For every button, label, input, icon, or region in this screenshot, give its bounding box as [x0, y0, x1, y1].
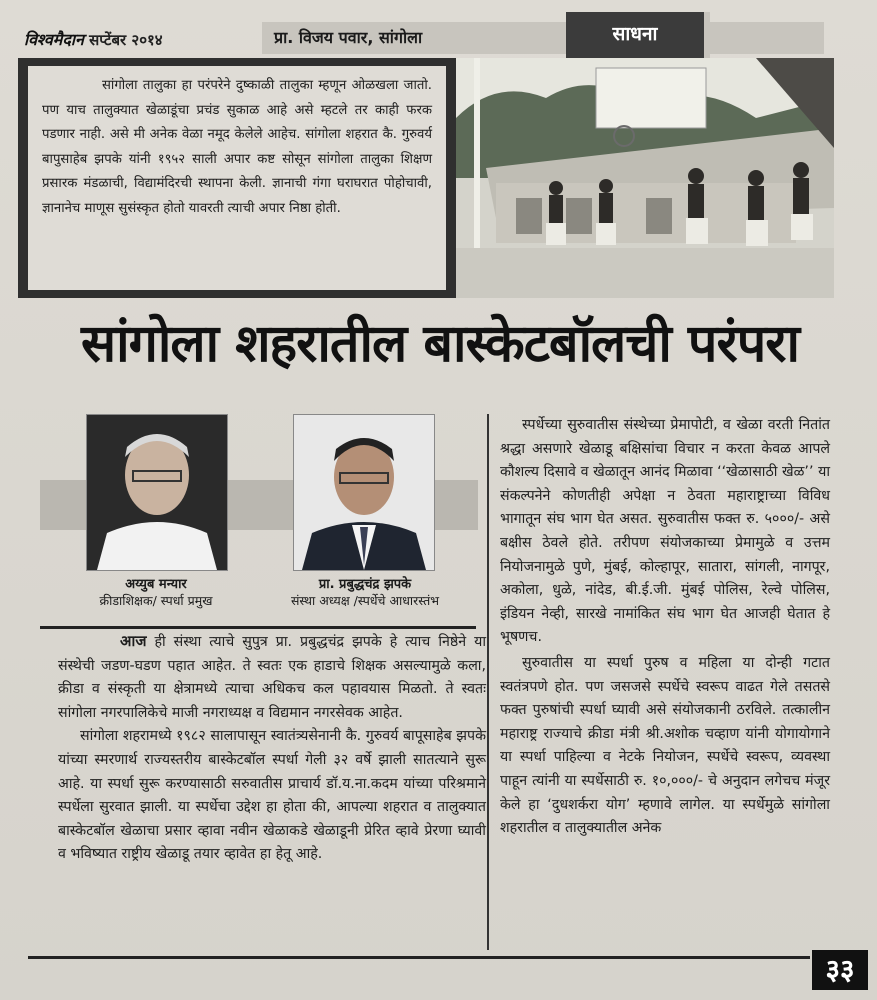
header-bar — [710, 22, 824, 54]
left-paragraph-2: सांगोला शहरामध्ये १९८२ सालापासून स्वातंत्र्यसेनानी कै. गुरुवर्य बापूसाहेब झपके यांच्या स्मरणार्थ राज्यस्तरीय बास्केटबॉल स्पर्धा गेली ३२ वर्षे झाली सातत्याने सुरू आहे. या स्पर्धा सुरू करण्यासाठी सरुवातीस प्राचार्य डॉ.य.ना.कदम यांच्या परिश्रमाने स्पर्धेला सुरवात झाली. या स्पर्धेचा उद्देश हा होता की, आपल्या शहरात व तालुक्यात बास्केटबॉल खेळाचा प्रसार व्हावा नवीन खेळाकडे खेळाडूनी प्रेरित व्हावे प्रेरणा घ्यावी व भविष्यात राष्ट्रीय खेळाडू तयार व्हावेत हा हेतू आहे. — [58, 728, 486, 863]
footer-rule — [28, 956, 810, 959]
intro-text: सांगोला तालुका हा परंपरेने दुष्काळी तालुका म्हणून ओळखला जातो. पण याच तालुक्यात खेळाडूंचा प्रचंड सुकाळ आहे असे म्हटले तर काही फरक पडणार नाही. असे मी अनेक वेळा नमूद केलेले आहेच. सांगोला शहरात कै. गुरुवर्य बापुसाहेब झपके यांनी १९५२ साली अपार कष्ट सोसून सांगोला तालुका शिक्षण प्रसारक मंडळाची, विद्यामंदिरची स्थापना केली. ज्ञानाची गंगा घराघरात पोहोचावी, ज्ञानानेच माणूस सुसंस्कृत होतो यावरती त्याची अपार निष्ठा होती. — [28, 66, 446, 290]
basketball-photo-image — [456, 58, 834, 298]
section-label: साधना — [566, 12, 710, 58]
right-column — [500, 414, 830, 843]
person-2-role: संस्था अध्यक्ष /स्पर्धेचे आधारस्तंभ — [290, 593, 440, 608]
caption-person-1 — [66, 574, 246, 609]
person-2-name: प्रा. प्रबुद्धचंद्र झपके — [318, 577, 412, 592]
magazine-prefix: विश्व — [24, 30, 53, 49]
intro-box — [18, 58, 456, 298]
author-byline: प्रा. विजय पवार, सांगोला — [262, 22, 584, 54]
page-header — [24, 22, 824, 56]
article-title: सांगोला शहरातील बास्केटबॉलची परंपरा — [81, 314, 799, 374]
person-1-name: अय्युब मन्यार — [125, 577, 187, 592]
portrait-ayyub-manyar — [86, 414, 228, 571]
basketball-photo — [456, 58, 834, 298]
masthead — [24, 28, 163, 50]
lead-word: आज — [120, 632, 147, 650]
right-paragraph-2: सुरुवातीस या स्पर्धा पुरुष व महिला या दोन्ही गटात स्वतंत्रपणे होत. पण जसजसे स्पर्धेचे स्वरूप वाढत गेले तसतसे फक्त पुरुषांची स्पर्धा घ्यावी असे संयोजकानी ठरविले. तत्कालीन महाराष्ट्र राज्याचे क्रीडा मंत्री श्री.अशोक चव्हाण यांनी योगायोगाने या स्पर्धा पाहिल्या व नेटके नियोजन, स्पर्धेचे स्वरूप, व्यवस्था पाहून त्यांनी या स्पर्धेसाठी रु. १०,०००/- चे अनुदान लगेचच मंजूर केले हा ‘दुधशर्करा योग’ म्हणावे लागेल. या स्पर्धेमुळे सांगोला शहरातील व तालुक्यातील अनेक — [500, 654, 830, 837]
right-paragraph-1: स्पर्धेच्या सुरुवातीस संस्थेच्या प्रेमापोटी, व खेळा वरती नितांत श्रद्धा असणारे खेळाडू बक्षिसांचा विचार न करता केवळ आपले कौशल्य दिसावे व खेळातून आनंद मिळावा ‘‘खेळासाठी खेळ’’ या संकल्पनेने कोणतीही अपेक्षा न ठेवता महाराष्ट्राच्या विविध भागातून संघ भाग घेत असत. सुरुवातीस फक्त रु. ५०००/- असे बक्षीस ठेवले होते. तरीपण संयोजकाच्या प्रेमामुळे व उत्तम नियोजनामुळे पुणे, मुंबई, कोल्हापूर, सातारा, सांगली, नागपूर, अकोला, धुळे, नांदेड, बी.ई.जी. मुंबई पोलिस, रेल्वे पोलिस, इंडियन नेव्ही, सारखे नामांकित संघ भाग घेत आजही घेतात हे भूषणच. — [500, 417, 830, 646]
caption-person-2 — [250, 574, 480, 609]
page-number: ३३ — [812, 950, 868, 990]
section-divider — [40, 626, 476, 629]
issue-date: सप्टेंबर २०१४ — [89, 31, 163, 49]
left-column — [58, 630, 486, 867]
portrait-image-2 — [294, 415, 434, 570]
person-1-role: क्रीडाशिक्षक/ स्पर्धा प्रमुख — [99, 593, 213, 608]
magazine-name: मैदान — [52, 30, 84, 49]
column-separator — [487, 414, 489, 950]
portrait-image-1 — [87, 415, 227, 570]
magazine-title — [24, 30, 84, 49]
portrait-prabuddhachandra-zapke — [293, 414, 435, 571]
left-paragraph-1 — [58, 630, 486, 725]
left-paragraph-1-text: ही संस्था त्याचे सुपुत्र प्रा. प्रबुद्धचंद्र झपके हे त्याच निष्ठेने या संस्थेची जडण-घडण पहात आहेत. ते स्वतः एक हाडाचे शिक्षक असल्यामुळे कला, क्रीडा व संस्कृती या क्षेत्रामध्ये त्याचा अधिकच कल पहावयास मिळतो. ते स्वतः सांगोला नगरपालिकेचे माजी नगराध्यक्ष व विद्यमान नगरसेवक आहेत. — [58, 634, 486, 721]
